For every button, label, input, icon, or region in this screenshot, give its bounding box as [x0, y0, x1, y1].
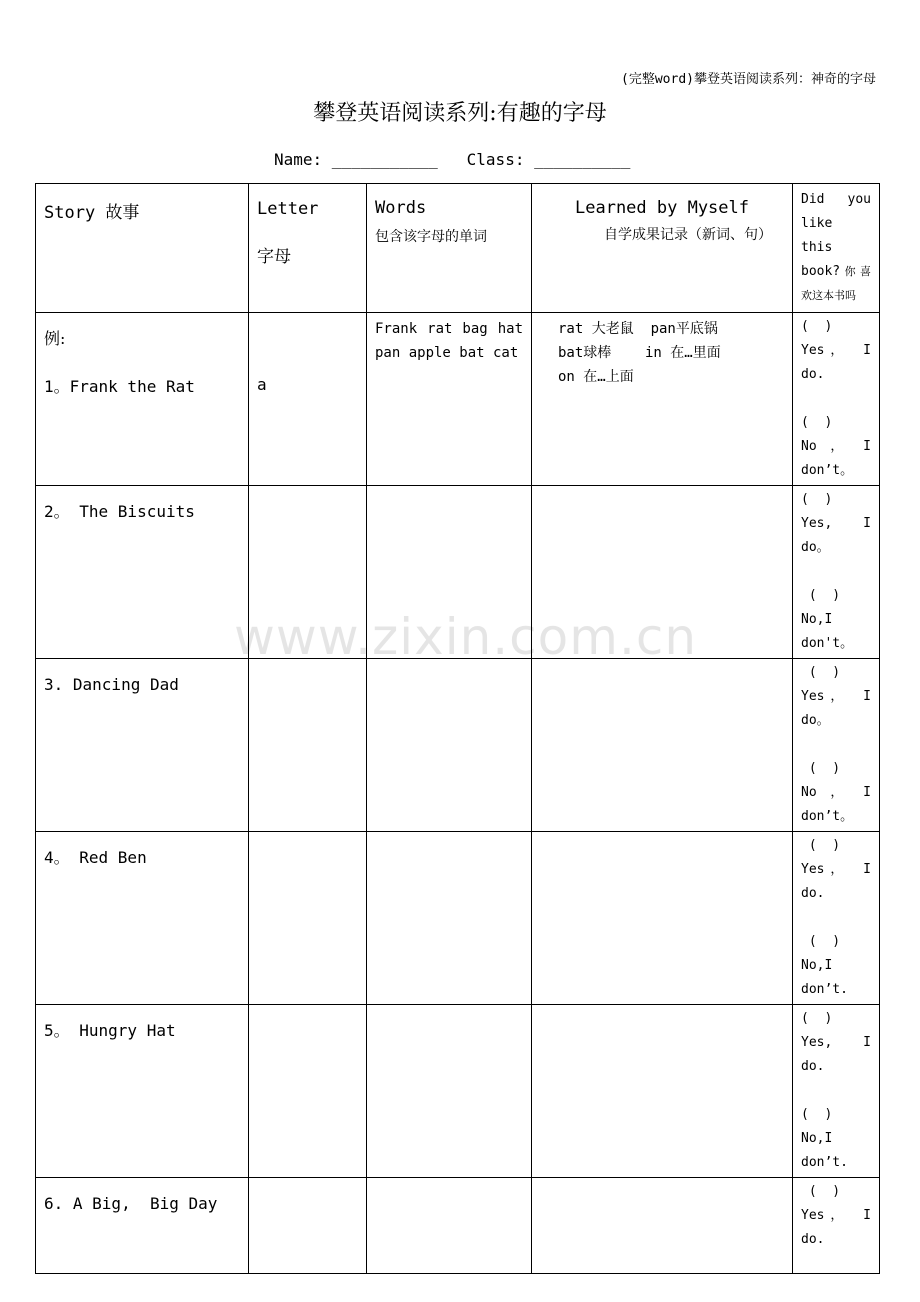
like-cell	[793, 1178, 880, 1274]
no-text-end: don’t.	[801, 1155, 848, 1170]
no-checkbox[interactable]: ( )	[801, 588, 841, 603]
yes-text-end: do。	[801, 713, 830, 728]
yes-checkbox[interactable]: ( )	[801, 319, 833, 334]
yes-text-end: do.	[801, 886, 825, 901]
reading-record-table	[35, 183, 880, 1274]
table-row	[36, 313, 880, 486]
story-cell	[36, 486, 249, 659]
no-text: No ， I	[801, 785, 871, 800]
yes-text: Yes， I	[801, 1208, 871, 1223]
table-row	[36, 659, 880, 832]
yes-text-end: do.	[801, 1232, 825, 1247]
no-text-end: don’t。	[801, 809, 854, 824]
yes-text: Yes， I	[801, 689, 871, 704]
yes-text-end: do.	[801, 367, 825, 382]
learned-cell[interactable]	[532, 659, 793, 832]
learned-line: on 在…上面	[558, 369, 634, 385]
header-like	[793, 184, 880, 313]
header-learned-cn: 自学成果记录（新词、句）	[604, 227, 772, 243]
table-row	[36, 1005, 880, 1178]
yes-checkbox[interactable]: ( )	[801, 1011, 833, 1026]
yes-text: Yes， I	[801, 862, 871, 877]
story-title: 3. Dancing Dad	[44, 675, 179, 694]
header-words-en: Words	[375, 198, 427, 218]
header-like-cn: 你喜欢这本书吗	[801, 265, 871, 302]
header-learned-en: Learned by Myself	[575, 198, 749, 218]
story-cell	[36, 832, 249, 1005]
words-cell: Frank rat bag hat pan apple bat cat	[367, 313, 532, 486]
yes-checkbox[interactable]: ( )	[801, 838, 841, 853]
header-letter-cn: 字母	[257, 247, 291, 267]
like-cell	[793, 1005, 880, 1178]
header-words-cn: 包含该字母的单词	[375, 229, 487, 245]
words-cell[interactable]	[367, 1005, 532, 1178]
learned-cell[interactable]	[532, 1178, 793, 1274]
story-cell	[36, 1178, 249, 1274]
header-letter	[249, 184, 367, 313]
no-text-end: don’t。	[801, 463, 854, 478]
learned-cell[interactable]	[532, 1005, 793, 1178]
like-cell	[793, 832, 880, 1005]
no-text: No,I	[801, 958, 833, 973]
watermark: www.zixin.com.cn	[234, 608, 698, 666]
header-letter-en: Letter	[257, 199, 319, 219]
no-checkbox[interactable]: ( )	[801, 761, 841, 776]
yes-text: Yes, I	[801, 1035, 871, 1050]
story-cell	[36, 659, 249, 832]
like-cell	[793, 659, 880, 832]
learned-cell[interactable]	[532, 832, 793, 1005]
example-label: 例:	[44, 329, 66, 348]
no-text-end: don’t.	[801, 982, 848, 997]
yes-text: Yes， I	[801, 343, 871, 358]
words-cell[interactable]	[367, 1178, 532, 1274]
story-cell	[36, 313, 249, 486]
header-note: (完整word)攀登英语阅读系列：神奇的字母	[621, 72, 876, 87]
story-title: 6. A Big, Big Day	[44, 1194, 218, 1213]
learned-line: bat球棒 in 在…里面	[558, 345, 721, 361]
header-story: Story 故事	[36, 184, 249, 313]
yes-checkbox[interactable]: ( )	[801, 1184, 841, 1199]
no-text-end: don't。	[801, 636, 854, 651]
letter-cell	[249, 313, 367, 486]
story-title: 4。 Red Ben	[44, 848, 147, 867]
header-words	[367, 184, 532, 313]
name-class-line: Name: ___________ Class: __________	[274, 150, 631, 169]
like-cell	[793, 313, 880, 486]
no-checkbox[interactable]: ( )	[801, 934, 841, 949]
no-text: No,I	[801, 612, 833, 627]
table-row	[36, 832, 880, 1005]
story-title: 2。 The Biscuits	[44, 502, 195, 521]
learned-cell	[532, 313, 793, 486]
letter-cell[interactable]	[249, 659, 367, 832]
header-like-en: Did you like this book?	[801, 192, 871, 279]
no-checkbox[interactable]: ( )	[801, 415, 833, 430]
header-learned	[532, 184, 793, 313]
words-cell[interactable]	[367, 832, 532, 1005]
table-header-row	[36, 184, 880, 313]
no-text: No ， I	[801, 439, 871, 454]
like-cell	[793, 486, 880, 659]
no-text: No,I	[801, 1131, 833, 1146]
yes-text-end: do.	[801, 1059, 825, 1074]
yes-text-end: do。	[801, 540, 830, 555]
story-title: 1。Frank the Rat	[44, 377, 195, 396]
letter-value: a	[257, 375, 267, 394]
yes-checkbox[interactable]: ( )	[801, 665, 841, 680]
yes-checkbox[interactable]: ( )	[801, 492, 833, 507]
table-row	[36, 1178, 880, 1274]
learned-line: rat 大老鼠 pan平底锅	[558, 321, 718, 337]
yes-text: Yes, I	[801, 516, 871, 531]
letter-cell[interactable]	[249, 1005, 367, 1178]
letter-cell[interactable]	[249, 832, 367, 1005]
page-title: 攀登英语阅读系列:有趣的字母	[313, 101, 607, 126]
no-checkbox[interactable]: ( )	[801, 1107, 833, 1122]
words-cell[interactable]	[367, 659, 532, 832]
story-cell	[36, 1005, 249, 1178]
letter-cell[interactable]	[249, 1178, 367, 1274]
story-title: 5。 Hungry Hat	[44, 1021, 176, 1040]
